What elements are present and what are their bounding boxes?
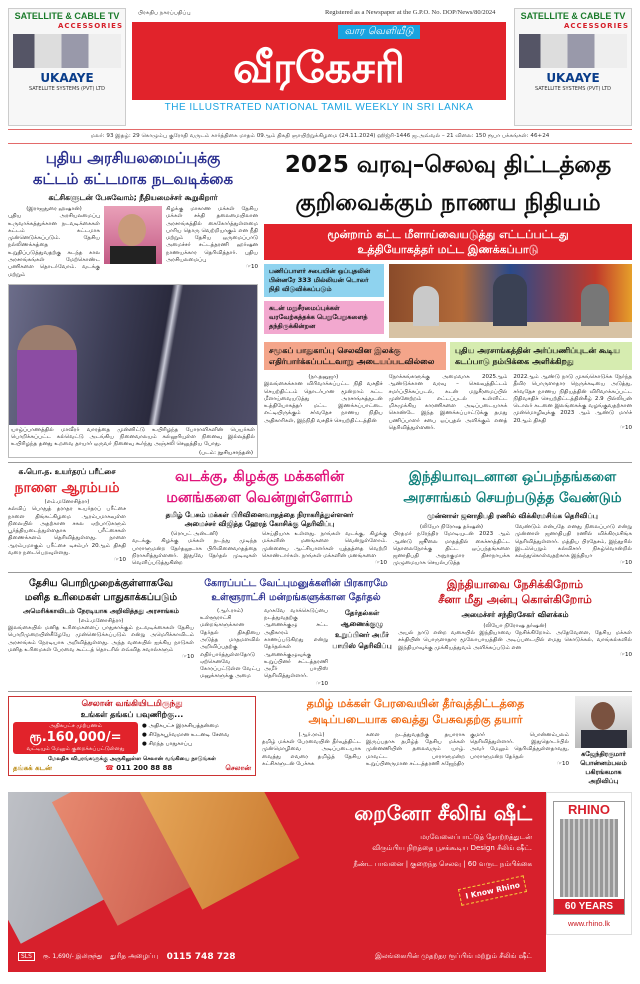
continued-ref[interactable]: ☞10 bbox=[182, 654, 194, 661]
masthead-title: வீரகேசரி bbox=[232, 43, 406, 92]
article-body: அயல் நாடு என்ற வகையில் இந்தியாவை நேசிக்கிறோம். அதேவேளை, தேசிய மக்கள் சக்தியின் பொருளாதார மூலோபாயத்தின் அடிப்படையில் எமது கொடுக்கல், வாங்கல்களில் இந்தியாவுக்கு முக்கியத்துவம் அளிக்கப்படும் என bbox=[398, 630, 632, 651]
highlight-box-blue: பணிப்பாளர் சபையின் ஒப்புதலின் பின்னரே 333 மில்லியன் டொலர் நிதி விடுவிக்கப்படும் bbox=[264, 264, 384, 297]
dateline: மலர்: 93 இதழ்: 29 கொழும்பு குரோதி வருடம் கார்த்திகை மாதம் 09ஆம் திகதி ஞாயிற்றுக்கிழமை (24.11.2024) ஹிஜ்ரி-1446 ஜ.அவ்வல் – 21 விலை: 150 ரூபா பக்கங்கள்: 46+24 bbox=[90, 133, 550, 139]
article-column: வாகவே வாக்கெடுப்பை நடத்துவதற்கு ஆணைக்குழு சட்ட அதிகாரம் காணப்படுகிறது என்று தேர்தல்கள் ஆணைக்குழுவுக்கு உறுப்பினர் சட்டத்தரணி அமீர் பாயிஸ் தெரிவித்துள்ளார். bbox=[264, 607, 328, 680]
amount-note: வட்டியும் மேலும் குறைக்கப்பட்டுள்ளது bbox=[26, 745, 125, 752]
lead-headline: 2025 வரவு–செலவு திட்டத்தை bbox=[284, 152, 612, 178]
continued-ref[interactable]: ☞10 bbox=[620, 425, 633, 432]
story-constitution[interactable] bbox=[8, 148, 258, 279]
banner-line: உத்தியோகத்தர் மட்ட இணக்கப்பாடு bbox=[357, 243, 539, 256]
subhead: அமைச்சர் விஜித்த ஹேரத் கோசிக்கு தெரிவிப்பு bbox=[184, 519, 335, 528]
continued-ref[interactable]: ☞10 bbox=[557, 760, 569, 767]
rhino-logo-panel bbox=[546, 792, 632, 935]
article-column: வடக்கு, கிழக்கு மக்கள் நடந்து முடிந்த பாராளுமன்ற தேர்தலூடாக பிரிவினைவாதத்தை நிராகரித்துள்ளனர். இதுவே தேர்தல் முடிவுகள் வெளிப்படுத்துகின்ற bbox=[132, 538, 257, 567]
headline: இந்தியாவை நேசிக்கிறோம் bbox=[446, 577, 584, 591]
byline: (எம்.மனோசித்ரா) bbox=[78, 617, 124, 624]
headline: மனித உரிமைகள் பாதுகாக்கப்படும் bbox=[24, 591, 178, 603]
article-body: இலங்கையில் மனித உரிமைகளைப் பாதுகாக்கும் நடவடிக்கைகள் தேசிய பொறிமுறையின்கீழேயே முன்னெடுக்கப்படும் என்று அமெரிக்காவிடம் அரசாங்கம் நேரடியாக அறிவித்துள்ளது. அந்த வகையில் ஐக்கிய நாடுகள் மனித உரிமைகள் பேரவை கூட்டத் தொடரில் எவ்வித சவால்களும் bbox=[8, 625, 194, 653]
ad-line: உங்கள் தங்கப் பவுணிற்கு... bbox=[80, 709, 184, 719]
bullet: ● சிநேகபூர்வமான உடனடி சேவை bbox=[142, 731, 230, 738]
article-column: நோக்கங்களுக்கு அமைவாக 2025ஆம் ஆண்டுக்கான வரவு – செலவுத்திட்டம் சமர்ப்பிக்கப்படல், கடன் மறுசீரமைப்பில் முன்னேற்றம் எட்டப்படல் உள்ளிட்ட மிகமுக்கிய காரணிகளை அடிப்படையாகக் கொண்டே இந்த இணக்கப்பாட்டுக்கு தமது பணிப்பாளர் சபை ஒப்புதல் அளிக்கும் எனத் தெரிவித்துள்ளனர். bbox=[388, 374, 508, 432]
subhead: அமெரிக்காவிடம் நேரடியாக அறிவித்தது அரசாங்கம் bbox=[23, 606, 179, 615]
ad-company: SATELLITE SYSTEMS (PVT) LTD bbox=[28, 86, 106, 92]
article-column: செய்தியாக உள்ளது. நாங்கள் வடக்கு, கிழக்கு மக்களின் மனங்களை வென்றுள்ளோம். முன்னைய ஆட்சியாளர்கள் யுத்தத்தை வெற்றி கொண்டார்கள். நாங்கள் மக்களின் மனங்களை bbox=[262, 530, 387, 559]
bank-logo: செலான் bbox=[225, 763, 251, 772]
headline: அரசாங்கம் செயற்படுத்த வேண்டும் bbox=[403, 489, 622, 506]
phone-icon: ☎ bbox=[105, 764, 114, 773]
side-quote: தேர்தல்கள் ஆணைக்குழு உறுப்பினர் அமீர் பாயிஸ் தெரிவிப்பு bbox=[332, 608, 392, 650]
story-exam[interactable] bbox=[8, 467, 126, 563]
politician-block bbox=[575, 696, 632, 786]
story-north-east[interactable] bbox=[132, 467, 387, 567]
sls-mark-icon: SLS bbox=[18, 952, 35, 961]
byline: (ஆர்.ராம்) bbox=[298, 731, 325, 738]
byline: (லியோ நிரோஷ தர்ஷன்) bbox=[483, 622, 547, 629]
story-india-agreements[interactable] bbox=[393, 467, 632, 568]
minister-photo bbox=[104, 206, 162, 264]
phone-number[interactable]: ☎ 011 200 88 88 bbox=[105, 764, 173, 773]
edition-note: பிரசுதிப நகரப்பதிப்பு bbox=[138, 10, 191, 16]
headline: மனங்களை வென்றுள்ளோம் bbox=[166, 489, 353, 506]
ad-subtitle: ACCESSORIES bbox=[563, 22, 629, 30]
headline: சீனா மீது அன்பு கொள்கிறோம் bbox=[438, 592, 592, 606]
ad-line: மரவேலைப்பாட்டுத் தோற்றத்துடன் bbox=[420, 832, 532, 841]
story-human-rights[interactable] bbox=[8, 577, 194, 660]
byline: (ரொபட் அன்டனி) bbox=[171, 530, 218, 537]
article-column: இலங்கைக்கான விரிவாக்கப்பட்ட நிதி வசதிச் செயற்திட்டம் தொடர்பான மூன்றாம் கட்ட மீளாய்வையடுத்து அரசாங்கத்துடன் உத்தியோகத்தர் மட்ட இணக்கப்பாட்டை எட்டியிருக்கும் சர்வதேச நாணய நிதிய அதிகாரிகள், இந்நிதி வசதிச் செயற்திட்டத்தின் bbox=[264, 381, 383, 424]
photo-caption: யாழ்ப்பாணத்தில் மாவீரர் வாரத்தை முன்னிட்டு உயிரிழந்த போராளிகளின் பெயர்கள் பொறிக்கப்பட்ட கல்வெட்டு அடங்கிய நினைவாலயம் கல்லூரியுள்ள நினைவு இல்லத்தில் உயிரிழந்த தனது உறவை தாயார் ஒருவர் நினைவு கூர்ந்து அஞ்சலி செலுத்திய போது. bbox=[11, 426, 255, 447]
ad-headline: றைனோ சீலிங் ஷீட் bbox=[354, 800, 532, 825]
headline: கோரப்பட்ட வேட்புமனுக்களின் பிரகாரமே bbox=[204, 577, 388, 589]
ad-brand: UKAAYE bbox=[40, 71, 94, 85]
ad-line: விரும்பிய நிறத்தை பூசக்கூடிய Design சீலிங் ஷீட். bbox=[372, 843, 532, 852]
page-content bbox=[8, 0, 632, 972]
byline: (இராஜதுரை ஹஷான்) bbox=[26, 206, 82, 212]
bullet: ● அதிகபட்ச இரகசியத்தன்மை bbox=[142, 722, 219, 729]
price: ரூ. 1,690/- இலிருந்து bbox=[42, 952, 103, 960]
subhead: தமிழ் பேசும் மக்கள் பிரிவினைவாதத்தை நிராகரித்துள்ளனர் bbox=[165, 510, 354, 519]
lead-body bbox=[264, 374, 632, 432]
article-body: புதிய அரசியலமைப்பு உருவாக்கத்துக்கான நடவடிக்கைகள் கட்டம் கட்டமாக முன்னெடுக்கப்படும். தேசிய நல்லிணக்கத்தை உறுதிப்படுத்துவதற்கு கடந்த கால அரசாங்கங்கள் மேற்கொண்ட பணிகளை தொடர்வோம். வடக்கு மற்றும் bbox=[8, 213, 100, 278]
headline: அடிப்படையாக வைத்து பேசுவதற்கு தயார் bbox=[308, 712, 523, 726]
subhead: முன்னாள் ஜனாதிபதி ரணில் விக்கிரமசிங்க தெரிவிப்பு bbox=[427, 511, 598, 520]
photo-caption: கஜேந்திரகுமார் பொன்னம்பலம் பகிரங்கமாக அறிவிப்பு bbox=[580, 749, 627, 785]
subhead: அமைச்சர் சந்திரசேகர் விளக்கம் bbox=[461, 609, 569, 619]
ad-features: நீண்ட பாவனை | குறைந்த செலவு | 60 வருட நம்பிக்கை bbox=[353, 859, 532, 868]
article-column: 2022ஆம் ஆண்டு நாடு முகங்கொடுக்க நேர்ந்த தீவிர பொருளாதார நெருக்கடியை அடுத்து, சர்வதேச நாணய நிதியத்தின் விரிவாக்கப்பட்ட நிதிவசதிச் செயற்திட்டத்தின்கீழ் 2.9 பில்லியன் டொலர் கடனை இலங்கைக்கு வழங்குவதற்கான முன்மொழிவுக்கு 2023 ஆம் ஆண்டு மார்ச் 20ஆம் திகதி bbox=[513, 374, 633, 424]
article-column: தமிழ் மக்கள் பேரவையின் தீர்வுத்திட்ட முன்மொழிவை அடிப்படையாக வைத்து எவரை தமிழ்த் தேசிய கட்சிகளுடன் பேச்சுக bbox=[262, 739, 361, 767]
article-body: கிழக்கு மாகாண மக்கள் தேசிய மக்கள் சக்தி தலைமையிலான அரசாங்கத்தில் கைகோர்த்துள்ளமை பாரிய தொரு வெற்றியாகும் என நீதி மற்றும் தேசிய ஒருமைப்பாடு அமைச்சர் சட்டத்தரணி ஹர்ஷன நாணயக்கார தெரிவித்தார். புதிய அரசியலமைப்பு bbox=[166, 206, 258, 264]
byline: (நா.தனுஜா) bbox=[308, 374, 339, 380]
rhino-icon bbox=[560, 819, 618, 897]
memorial-photo bbox=[9, 285, 257, 425]
article-column: உள்ளூராட்சி மன்றங்களுக்கான தேர்தல் திகதியை அடுத்த மாதமளவில் அறிவிப்பதற்கு எதிர்பார்த்துள்ளதோடு ஏற்கெனவே கோரப்பட்டுள்ள வேட்பு மனுக்களுக்கு அமை bbox=[200, 615, 260, 680]
continued-ref[interactable]: ☞10 bbox=[620, 651, 632, 658]
headline: இந்தியாவுடனான ஒப்பந்தங்களை bbox=[408, 468, 617, 485]
lead-story[interactable] bbox=[264, 148, 632, 432]
continued-ref[interactable]: ☞10 bbox=[114, 557, 126, 564]
ad-footer: இலங்கையின் முதற்தர ரூப்பிங் மற்றும் சீலிங் ஷீட் bbox=[375, 952, 532, 961]
seylan-gold-loan-ad[interactable] bbox=[8, 696, 256, 776]
hotline-label: துரித அழைப்பு bbox=[110, 952, 159, 961]
tagline: THE ILLUSTRATED NATIONAL TAMIL WEEKLY IN SRI LANKA bbox=[164, 102, 474, 113]
memorial-photo-block bbox=[8, 284, 258, 458]
headline: புதிய அரசியலமைப்புக்கு bbox=[45, 149, 221, 167]
byline: (எம்.மனோசித்ரா) bbox=[44, 498, 90, 505]
story-local-elections[interactable] bbox=[200, 577, 392, 687]
sixty-years-badge: 60 YEARS bbox=[554, 899, 624, 914]
headline: தேசிய பொறிமுறைக்குள்ளாகவே bbox=[29, 577, 173, 589]
lead-headline: குறிவைக்கும் நாணய நிதியம் bbox=[295, 190, 601, 216]
article-column: களை நடத்துவதற்கு தயாராக இருப்பதாக தமிழ்த் தேசிய மக்கள் முன்னணியின் தலைவரும் யாழ். மாவட்ட பாராளுமன்ற உறுப்பினருமான சட்டத்தரணி கஜேந்திர bbox=[366, 731, 465, 767]
hotline-number[interactable]: 0115 748 728 bbox=[166, 951, 236, 962]
photo-credit: (படம்: நூசியசாந்தன்) bbox=[199, 449, 253, 456]
lead-banner bbox=[264, 224, 632, 260]
continued-ref[interactable]: ☞10 bbox=[316, 680, 328, 687]
contact-note: மேலதிக விபரங்களுக்கு அருகிலுள்ள செலான் வங்கியை நாடுங்கள் bbox=[47, 755, 217, 762]
weekly-label: வார வெளியீடு bbox=[338, 25, 419, 39]
headline: கட்டம் கட்டமாக நடவடிக்கை bbox=[32, 170, 234, 188]
article-body: கல்விப் பொதுத் தராதர உயர்தரப் பரீட்சை நாளை திங்கட்கிழமை ஆரம்பமாகவுள்ள நிலையில் அதற்கான சகல ஏற்பாடுகளும் பூர்த்தியடைந்துள்ளதாக பரீட்சைகள் திணைக்களம் தெரிவித்துள்ளது. நாளை ஆரம்பமாகும் பரீட்சை டிசம்பர் 20ஆம் திகதி வரை நடைபெறவுள்ளது. bbox=[8, 506, 126, 557]
divider bbox=[8, 691, 632, 692]
continued-ref[interactable]: ☞10 bbox=[375, 560, 387, 567]
politician-photo bbox=[575, 696, 632, 748]
headline: நாளை ஆரம்பம் bbox=[14, 479, 120, 496]
continued-ref[interactable]: ☞10 bbox=[620, 560, 632, 567]
headline: வடக்கு, கிழக்கு மக்களின் bbox=[174, 468, 345, 485]
registration-note: Registered as a Newspaper at the G.P.O. No. DOP/News/80/2024 bbox=[325, 9, 496, 16]
story-india-china[interactable] bbox=[398, 577, 632, 658]
ad-subtitle: ACCESSORIES bbox=[57, 22, 123, 30]
imf-photo bbox=[389, 264, 632, 338]
byline: (லியோ நிரோஷ தர்ஷன்) bbox=[419, 523, 484, 530]
kicker: க.பொ.த. உயர்தரப் பரீட்சை bbox=[18, 466, 116, 476]
divider bbox=[8, 572, 632, 573]
amount: ரூ.160,000/= bbox=[29, 729, 122, 745]
ad-brand: UKAAYE bbox=[546, 71, 600, 85]
banner-line: மூன்றாம் கட்ட மீளாய்வையடுத்து எட்டப்பட்டது bbox=[327, 228, 569, 241]
ad-title: SATELLITE & CABLE TV bbox=[14, 11, 120, 21]
rhino-ceiling-sheet-ad[interactable] bbox=[8, 792, 546, 972]
divider bbox=[8, 462, 632, 463]
gold-brand: தங்கக் கடன் bbox=[13, 763, 52, 772]
amount-box bbox=[13, 722, 138, 754]
bullet: ● சிறந்த பாதுகாப்பு bbox=[142, 740, 192, 747]
subhead: கட்சிகளுடன் பேசுவோம்; நீதியமைச்சர் கூறுகிறார் bbox=[48, 193, 218, 202]
rhino-logo: RHINO bbox=[568, 801, 610, 817]
ad-title: SATELLITE & CABLE TV bbox=[520, 11, 626, 21]
headline: உள்ளூராட்சி மன்றங்களுக்கான தேர்தல் bbox=[211, 591, 381, 603]
story-tamil-peoples-council[interactable] bbox=[262, 696, 569, 768]
ad-company: SATELLITE SYSTEMS (PVT) LTD bbox=[534, 86, 612, 92]
highlight-box-green: புதிய அரசாங்கத்தின் அர்ப்பணிப்புடன் கூடிய கடப்பாடு நம்பிக்கை அளிக்கிறது bbox=[450, 342, 632, 370]
byline: (ஆர்.ராம்) bbox=[216, 607, 243, 614]
headline: தமிழ் மக்கள் பேரவையின் தீர்வுத்திட்டத்தை bbox=[306, 696, 525, 710]
website-link[interactable]: www.rhino.lk bbox=[567, 918, 611, 928]
highlight-box-pink: கடன் மறுசீரமைப்புக்கள் வரவேற்கத்தக்க பெறுபேறுகளைத் தந்திருக்கின்றன bbox=[264, 301, 384, 334]
article-column: வேண்டும் என்பதே எனது நிலைப்பாடு என்று முன்னாள் ஜனாதிபதி ரணில் விக்கிரமசிங்க தெரிவித்துள்ளார். மத்திய பிரதேசம், இந்தூரில் இடம்பெறும் கல்விசார் நிகழ்வொன்றில் கலந்துகொள்வதற்காக இந்தியா bbox=[515, 523, 632, 560]
article-column: குமார் பொன்னம்பலம் தெரிவித்துள்ளார். இதுதொடர்பில் அவர் மேலும் தெரிவித்துள்ளதாவது, பாராளுமன்ற தேர்தல் bbox=[470, 731, 569, 760]
continued-ref[interactable]: ☞10 bbox=[246, 264, 258, 271]
i-know-rhino-badge: I Know Rhino bbox=[458, 875, 527, 906]
highlight-box-salmon: சமூகப் பாதுகாப்பு செலவின இலக்கு எதிர்பார்க்கப்பட்டவாறு அடையப்படவில்லை bbox=[264, 342, 446, 370]
amount-label: அதிகபட்ச முற்பணம் bbox=[49, 722, 102, 729]
article-column: பிரதமர் நரேந்திர மோடியுடன் 2023 ஆம் ஆண்டு ஜூலை மாதத்தில் கைச்சாத்திட்ட தொலைநோக்கு திட்ட ஒப்பந்தங்களை ஜனாதிபதி அநுரகுமார திசாநாயக்க முழுமையாக செயல்படுத்த bbox=[393, 531, 510, 567]
ad-line: செலான் வங்கியிடமிருந்து bbox=[81, 698, 183, 709]
